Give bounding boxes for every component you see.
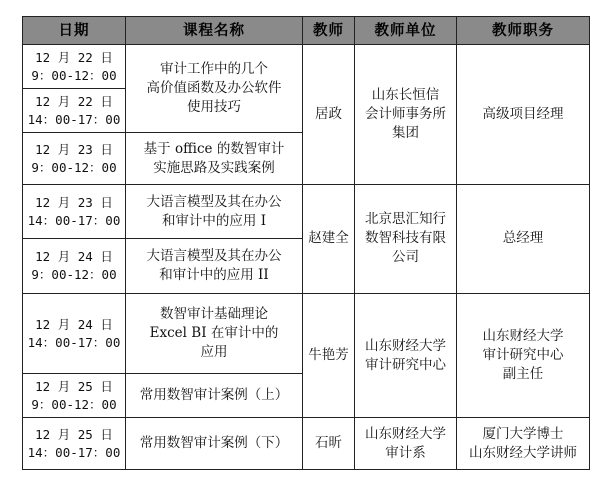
date-cell: 12 月 25 日 9：00-12：00 [23,374,126,418]
date-cell: 12 月 25 日 14：00-17：00 [23,418,126,470]
unit-cell: 北京思汇知行 数智科技有限 公司 [355,184,457,293]
unit-cell: 山东财经大学 审计研究中心 [355,293,457,418]
header-unit: 教师单位 [355,17,457,45]
date-cell: 12 月 23 日 9：00-12：00 [23,133,126,184]
table-row [23,45,590,89]
table-row [23,418,590,470]
table-row [23,184,590,239]
schedule-table [22,16,590,470]
course-cell: 常用数智审计案例（上） [126,374,303,418]
date-cell: 12 月 22 日 9：00-12：00 [23,45,126,89]
header-title: 教师职务 [457,17,590,45]
table-header-row [23,17,590,45]
teacher-cell: 石昕 [303,418,355,470]
course-cell: 大语言模型及其在办公 和审计中的应用 I [126,184,303,239]
course-cell: 大语言模型及其在办公 和审计中的应用 II [126,239,303,294]
unit-cell: 山东财经大学 审计系 [355,418,457,470]
course-cell: 审计工作中的几个 高价值函数及办公软件 使用技巧 [126,45,303,133]
teacher-title-cell: 山东财经大学 审计研究中心 副主任 [457,293,590,418]
teacher-title-cell: 厦门大学博士 山东财经大学讲师 [457,418,590,470]
teacher-title-cell: 高级项目经理 [457,45,590,185]
teacher-title-cell: 总经理 [457,184,590,293]
header-date: 日期 [23,17,126,45]
teacher-cell: 赵建全 [303,184,355,293]
date-cell: 12 月 24 日 9：00-12：00 [23,239,126,294]
teacher-cell: 牛艳芳 [303,293,355,418]
date-cell: 12 月 22 日 14：00-17：00 [23,89,126,133]
header-course: 课程名称 [126,17,303,45]
course-cell: 数智审计基础理论 Excel BI 在审计中的 应用 [126,293,303,373]
table-row [23,293,590,373]
course-cell: 基于 office 的数智审计 实施思路及实践案例 [126,133,303,184]
course-cell: 常用数智审计案例（下） [126,418,303,470]
teacher-cell: 居政 [303,45,355,185]
unit-cell: 山东长恒信 会计师事务所 集团 [355,45,457,185]
date-cell: 12 月 23 日 14：00-17：00 [23,184,126,239]
date-cell: 12 月 24 日 14：00-17：00 [23,293,126,373]
header-teacher: 教师 [303,17,355,45]
